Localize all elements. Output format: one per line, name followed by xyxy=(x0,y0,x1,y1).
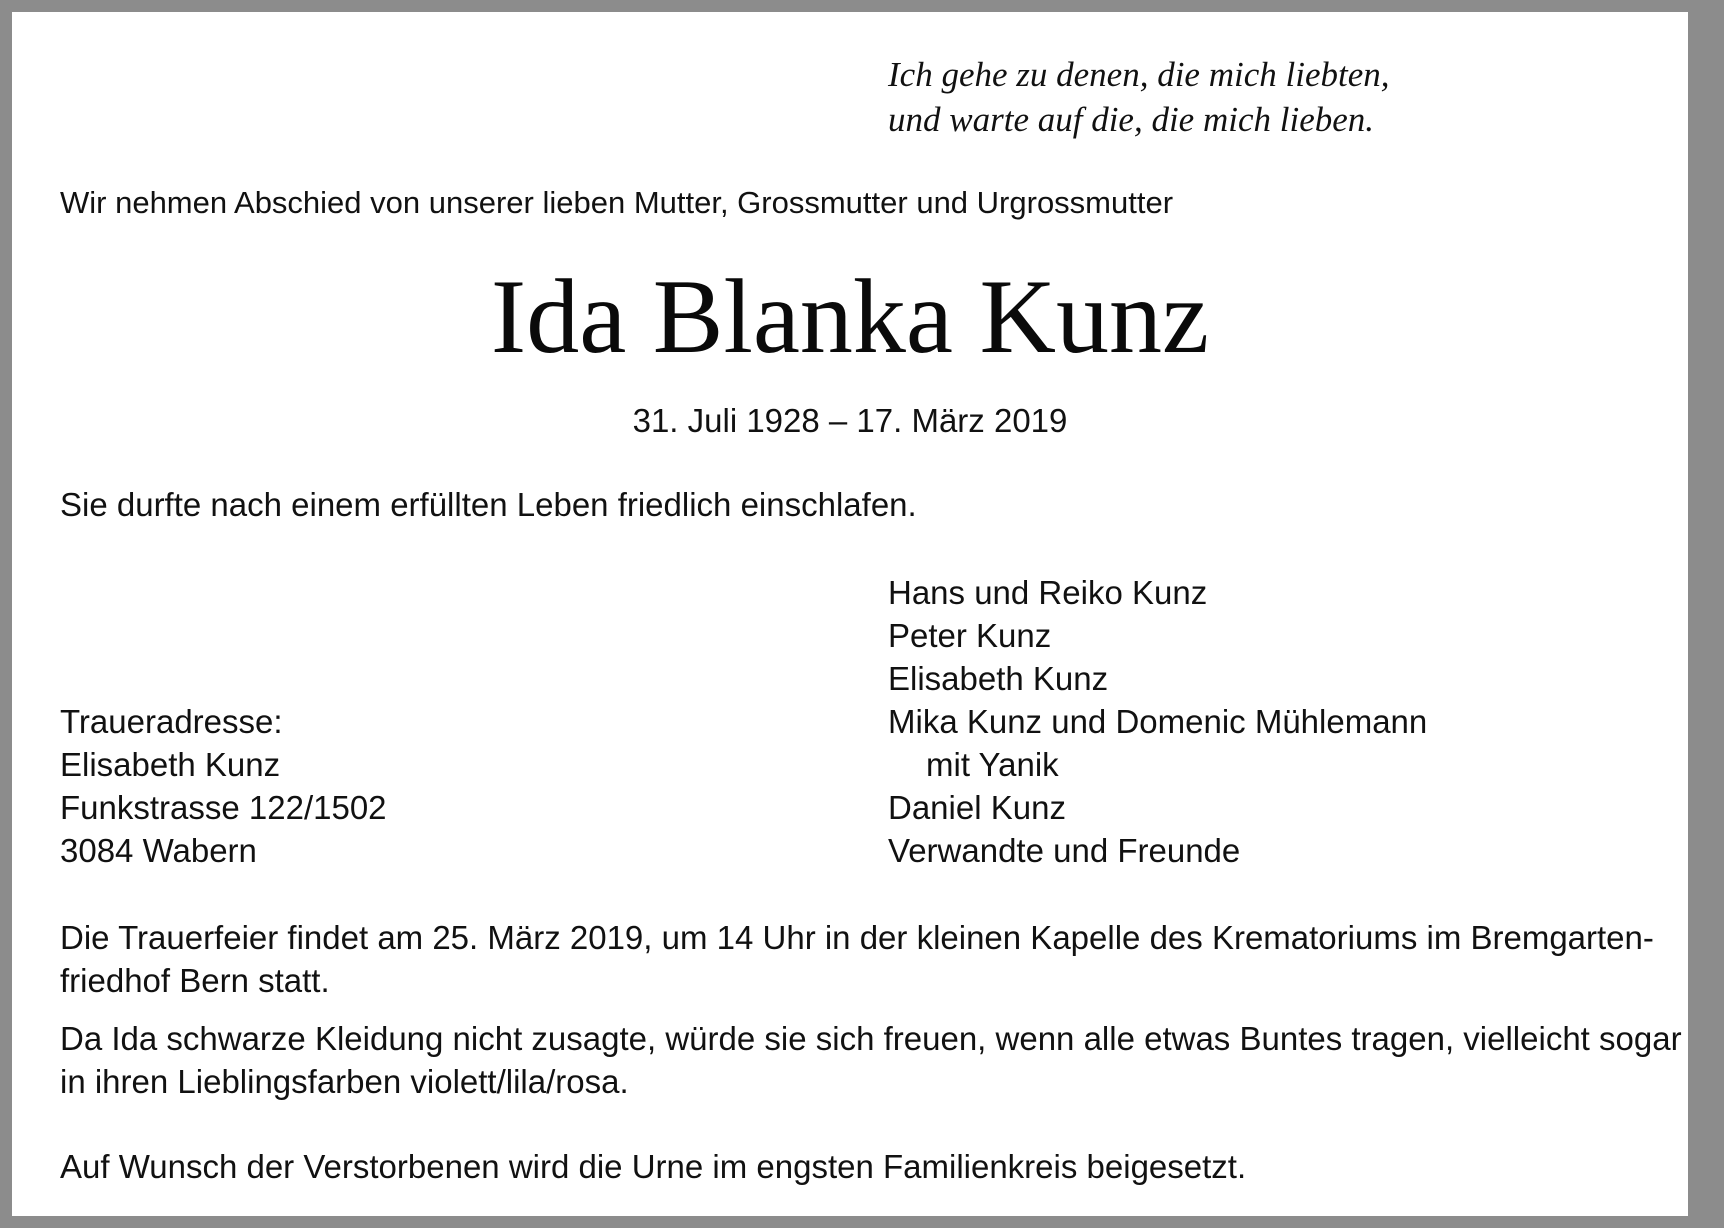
mourner-entry: Mika Kunz und Domenic Mühlemann xyxy=(888,703,1428,740)
address-line: 3084 Wabern xyxy=(60,832,257,869)
mourner-entry: Verwandte und Freunde xyxy=(888,832,1241,869)
mourner-entry: Hans und Reiko Kunz xyxy=(888,574,1208,611)
address-label: Traueradresse: xyxy=(60,703,283,740)
mourner-entry: Elisabeth Kunz xyxy=(888,660,1109,697)
mourner-entry: mit Yanik xyxy=(926,746,1059,783)
motto-quote xyxy=(888,52,1389,142)
obituary-notice xyxy=(12,12,1688,1216)
ceremony-paragraph xyxy=(60,916,1660,1002)
mourners-list xyxy=(888,571,1427,872)
life-dates: 31. Juli 1928 – 17. März 2019 xyxy=(632,402,1068,439)
motto-line: und warte auf die, die mich lieben. xyxy=(888,100,1375,139)
motto-line: Ich gehe zu denen, die mich liebten, xyxy=(888,55,1390,94)
paragraph-line: Auf Wunsch der Verstorbenen wird die Urne im engsten Familienkreis beigesetzt. xyxy=(60,1148,1247,1185)
burial-paragraph xyxy=(60,1145,1660,1188)
paragraph-line: in ihren Lieblingsfarben violett/lila/rosa. xyxy=(60,1063,629,1100)
address-line: Funkstrasse 122/1502 xyxy=(60,789,387,826)
paragraph-line: Da Ida schwarze Kleidung nicht zusagte, würde sie sich freuen, wenn alle etwas Buntes tragen, vielleicht sogar xyxy=(60,1020,1682,1057)
mourning-address xyxy=(60,700,387,872)
statement-text: Sie durfte nach einem erfüllten Leben friedlich einschlafen. xyxy=(60,486,917,523)
paragraph-line: Die Trauerfeier findet am 25. März 2019, um 14 Uhr in der kleinen Kapelle des Krematoriums im Bremgarten- xyxy=(60,919,1654,956)
dresscode-paragraph xyxy=(60,1017,1682,1103)
deceased-name: Ida Blanka Kunz xyxy=(490,258,1210,375)
address-line: Elisabeth Kunz xyxy=(60,746,281,783)
mourner-entry: Peter Kunz xyxy=(888,617,1052,654)
paragraph-line: friedhof Bern statt. xyxy=(60,962,330,999)
intro-text: Wir nehmen Abschied von unserer lieben Mutter, Grossmutter und Urgrossmutter xyxy=(60,185,1174,220)
mourner-entry: Daniel Kunz xyxy=(888,789,1066,826)
